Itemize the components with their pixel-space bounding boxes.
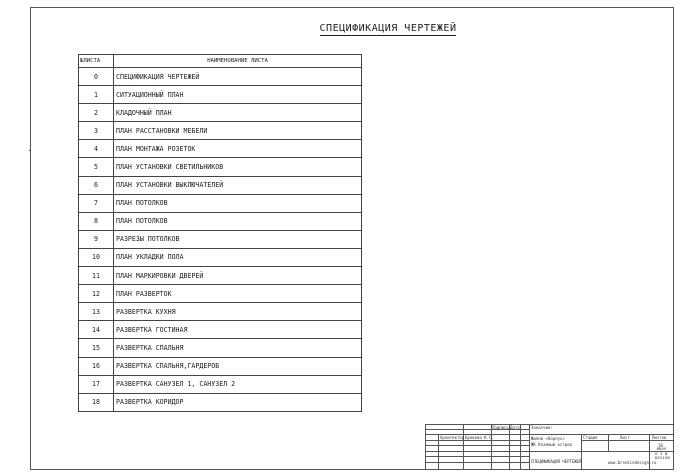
sheet-number: 8 (79, 212, 114, 230)
sheet-number: 16 (79, 357, 114, 375)
table-row (79, 357, 362, 375)
table-row (79, 104, 362, 122)
table-row (79, 176, 362, 194)
sheet-name: КЛАДОЧНЫЙ ПЛАН (114, 104, 362, 122)
logo-line-3: DESIGN (655, 456, 670, 460)
sheet-name: ПЛАН ПОТОЛКОВ (114, 194, 362, 212)
table-row (79, 140, 362, 158)
stamp-label-sheet: Лист (620, 435, 630, 440)
stamp-project-line1: Жилой «Корпус» (531, 436, 565, 441)
title-block (425, 424, 674, 470)
sheet-number: 15 (79, 339, 114, 357)
table-row (79, 321, 362, 339)
table-row (79, 285, 362, 303)
sheet-name: РАЗВЕРТКА САНУЗЕЛ 1, САНУЗЕЛ 2 (114, 375, 362, 393)
sheet-name: РАЗВЕРТКА СПАЛЬНЯ,ГАРДЕРОБ (114, 357, 362, 375)
stamp-architect-name: Бровкин К.С. (465, 435, 494, 440)
sheet-number: 2 (79, 104, 114, 122)
stamp-label-stage: Стадия (583, 435, 598, 440)
sheet-name: РАЗВЕРТКА КУХНЯ (114, 303, 362, 321)
sheet-name: ПЛАН РАЗВЕРТОК (114, 285, 362, 303)
table-row (79, 158, 362, 176)
sheet-name: СПЕЦИФИКАЦИЯ ЧЕРТЕЖЕЙ (114, 68, 362, 86)
table-row (79, 194, 362, 212)
sheet-number: 12 (79, 285, 114, 303)
sheet-name: ПЛАН УСТАНОВКИ СВЕТИЛЬНИКОВ (114, 158, 362, 176)
sheet-number: 6 (79, 176, 114, 194)
stamp-label-date: Дата (510, 425, 520, 430)
sheet-name: ПЛАН ПОТОЛКОВ (114, 212, 362, 230)
sheet-name: РАЗВЕРТКА СПАЛЬНЯ (114, 339, 362, 357)
logo-line-1: BROV (656, 447, 667, 451)
sheet-name: РАЗВЕРТКА ГОСТИНАЯ (114, 321, 362, 339)
sheet-number: 10 (79, 248, 114, 266)
sheet-name: ПЛАН РАССТАНОВКИ МЕБЕЛИ (114, 122, 362, 140)
table-row (79, 122, 362, 140)
sheet-number: 9 (79, 230, 114, 248)
stamp-sheets-total: 18 (658, 443, 663, 448)
sheet-name: ПЛАН МАРКИРОВКИ ДВЕРЕЙ (114, 267, 362, 285)
table-row (79, 68, 362, 86)
sheet-name: РАЗРЕЗЫ ПОТОЛКОВ (114, 230, 362, 248)
specification-table (78, 54, 362, 412)
stamp-label-sheets: Листов (652, 435, 667, 440)
table-row (79, 375, 362, 393)
sheet-number: 18 (79, 393, 114, 411)
sheet-number: 4 (79, 140, 114, 158)
column-header-name: НАИМЕНОВАНИЕ ЛИСТА (114, 55, 362, 68)
sheet-number: 0 (79, 68, 114, 86)
stamp-website: www.brovkindesign.ru (608, 460, 657, 465)
column-header-num: №ЛИСТА (79, 55, 114, 68)
page-title-text: СПЕЦИФИКАЦИЯ ЧЕРТЕЖЕЙ (319, 23, 457, 34)
sheet-name: СИТУАЦИОННЫЙ ПЛАН (114, 86, 362, 104)
table-row (79, 339, 362, 357)
table-body (79, 68, 362, 412)
stamp-label-signature: Подпись (492, 425, 509, 430)
stamp-label-customer: Заказчик: (531, 425, 553, 430)
sheet-number: 13 (79, 303, 114, 321)
table-row (79, 393, 362, 411)
sheet-number: 7 (79, 194, 114, 212)
stamp-project-line2: ЖК Козиный остров (531, 442, 572, 447)
table-header-row (79, 55, 362, 68)
brand-logo (655, 447, 668, 461)
sheet-number: 14 (79, 321, 114, 339)
sheet-number: 17 (79, 375, 114, 393)
stamp-sheet-title: СПЕЦИФИКАЦИЯ ЧЕРТЕЖЕЙ (531, 459, 582, 464)
table-row (79, 248, 362, 266)
table-row (79, 86, 362, 104)
sheet-name: ПЛАН УКЛАДКИ ПОЛА (114, 248, 362, 266)
table-row (79, 230, 362, 248)
stamp-architect-role: Архитектор (440, 435, 465, 440)
sheet-number: 5 (79, 158, 114, 176)
table-row (79, 303, 362, 321)
table-row (79, 267, 362, 285)
sheet-number: 3 (79, 122, 114, 140)
binding-tick (29, 150, 31, 151)
logo-line-2: K I N (655, 451, 668, 456)
sheet-name: ПЛАН МОНТАЖА РОЗЕТОК (114, 140, 362, 158)
page-title (0, 23, 680, 34)
table-row (79, 212, 362, 230)
sheet-name: РАЗВЕРТКА КОРИДОР (114, 393, 362, 411)
sheet-name: ПЛАН УСТАНОВКИ ВЫКЛЮЧАТЕЛЕЙ (114, 176, 362, 194)
sheet-number: 1 (79, 86, 114, 104)
sheet-number: 11 (79, 267, 114, 285)
